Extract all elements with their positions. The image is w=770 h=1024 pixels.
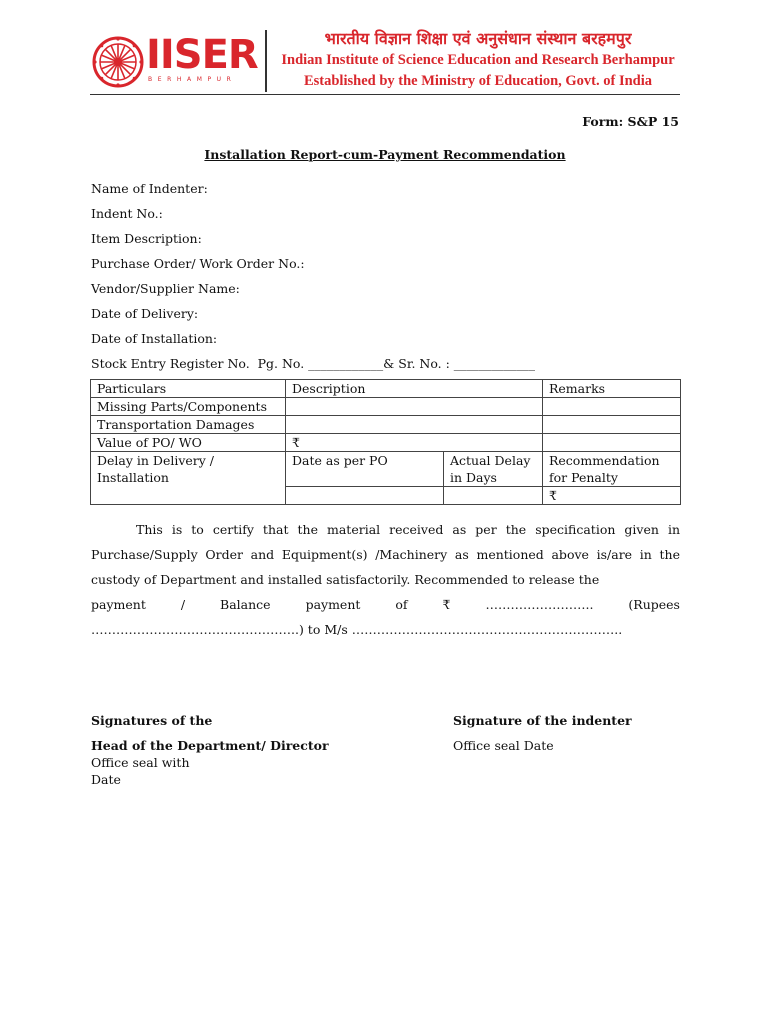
row-transportation-damages: Transportation Damages [91, 416, 286, 434]
signature-block-indenter [453, 712, 632, 754]
header-particulars: Particulars [91, 380, 286, 398]
institute-established: Established by the Ministry of Education, Govt. of India [303, 73, 653, 89]
wheel-emblem-icon [92, 36, 144, 88]
field-name-of-indenter[interactable]: Name of Indenter: [91, 181, 208, 196]
cell-penalty-value[interactable]: ₹ [543, 487, 681, 505]
payment-of: of [395, 597, 408, 612]
certification-text [91, 517, 680, 642]
signature-title-right: Signature of the indenter [453, 713, 632, 728]
logo-subtext: BERHAMPUR [148, 76, 237, 83]
cell-actual-delay-label: Actual Delay in Days [444, 452, 543, 487]
table-row [91, 434, 681, 452]
installation-table [90, 379, 681, 505]
row-delay: Delay in Delivery / Installation [91, 452, 286, 505]
logo-wordmark: IISER [146, 32, 258, 78]
cell-value-of-po[interactable]: ₹ [286, 434, 543, 452]
cell-recommendation-label: Recommendation for Penalty [543, 452, 681, 487]
row-value-of-po: Value of PO/ WO [91, 434, 286, 452]
cell-transport-remarks[interactable] [543, 416, 681, 434]
field-date-of-delivery[interactable]: Date of Delivery: [91, 306, 199, 321]
payment-slash: / [180, 597, 186, 612]
cell-missing-parts-description[interactable] [286, 398, 543, 416]
signature-block-hod [91, 712, 329, 788]
signature-seal-left-2: Date [91, 772, 121, 787]
signature-title-left: Signatures of the [91, 713, 213, 728]
table-row [91, 416, 681, 434]
certification-paragraph: This is to certify that the material received as per the specification given in Purchase/Supply Order and Equipment(s) /Machinery as mentioned above is/are in the custody of Department and installed satisfactorily. Recommended to release the [91, 522, 680, 587]
form-number: Form: S&P 15 [582, 114, 679, 129]
header-remarks: Remarks [543, 380, 681, 398]
institute-name-hindi: भारतीय विज्ञान शिक्षा एवं अनुसंधान संस्थान बरहमपुर [324, 29, 632, 48]
letterhead [90, 28, 680, 96]
field-stock-entry-register[interactable]: Stock Entry Register No. Pg. No. ____________& Sr. No. : _____________ [91, 356, 536, 371]
payment-word-2: payment [305, 597, 361, 612]
table-row [91, 398, 681, 416]
payment-amount-blank[interactable]: …………………….. [485, 597, 594, 612]
field-date-of-installation[interactable]: Date of Installation: [91, 331, 218, 346]
cell-value-remarks[interactable] [543, 434, 681, 452]
rupee-symbol: ₹ [442, 597, 451, 612]
payment-rupees: (Rupees [628, 597, 680, 612]
signature-seal-left-1: Office seal with [91, 755, 190, 770]
field-indent-no[interactable]: Indent No.: [91, 206, 163, 221]
payment-words-and-vendor-line[interactable]: …………………………………………..) to M/s ……………………………………………………….. [91, 622, 623, 637]
field-vendor-name[interactable]: Vendor/Supplier Name: [91, 281, 240, 296]
iiser-logo [90, 32, 260, 90]
institute-name-block [276, 28, 680, 92]
payment-balance: Balance [220, 597, 271, 612]
field-item-description[interactable]: Item Description: [91, 231, 202, 246]
header-divider [265, 30, 267, 92]
institute-name-english: Indian Institute of Science Education and Research Berhampur [281, 52, 675, 68]
cell-transport-description[interactable] [286, 416, 543, 434]
signature-role-left: Head of the Department/ Director [91, 738, 329, 753]
field-purchase-order-no[interactable]: Purchase Order/ Work Order No.: [91, 256, 305, 271]
header-rule [90, 94, 680, 95]
cell-date-as-per-po-label: Date as per PO [286, 452, 444, 487]
cell-missing-parts-remarks[interactable] [543, 398, 681, 416]
signature-seal-right: Office seal Date [453, 738, 554, 753]
table-row [91, 452, 681, 487]
form-title: Installation Report-cum-Payment Recommendation [204, 147, 566, 162]
payment-word: payment [91, 597, 146, 612]
header-description: Description [286, 380, 543, 398]
cell-date-as-per-po-value[interactable] [286, 487, 444, 505]
form-fields [91, 180, 535, 380]
table-header-row [91, 380, 681, 398]
cell-actual-delay-value[interactable] [444, 487, 543, 505]
row-missing-parts: Missing Parts/Components [91, 398, 286, 416]
payment-line [91, 592, 680, 617]
